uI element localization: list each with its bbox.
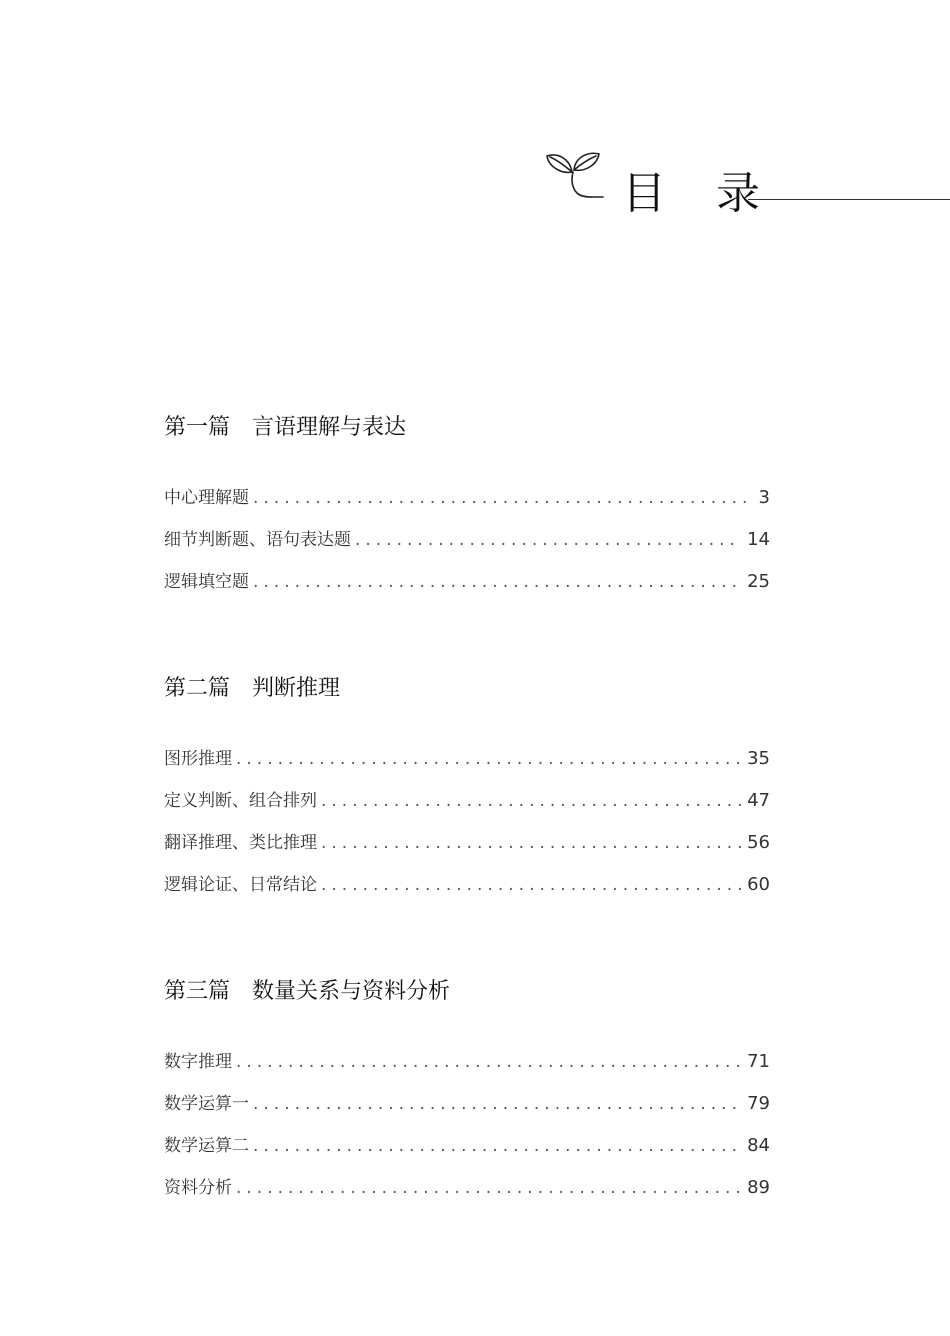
page-number: 35 bbox=[747, 748, 770, 769]
dot-leader bbox=[253, 484, 753, 512]
dot-leader bbox=[236, 1048, 741, 1076]
entry-title: 数字推理 bbox=[164, 1052, 232, 1072]
part-heading bbox=[164, 674, 770, 704]
dot-leader bbox=[236, 745, 741, 773]
toc-entry[interactable] bbox=[164, 787, 770, 829]
toc-entry[interactable] bbox=[164, 829, 770, 871]
part-heading bbox=[164, 977, 770, 1007]
page-number: 3 bbox=[758, 487, 770, 508]
page-title: 目 录 bbox=[622, 168, 778, 219]
page-number: 14 bbox=[747, 529, 770, 550]
toc-entry-list bbox=[164, 1048, 770, 1216]
dot-leader bbox=[236, 1174, 741, 1202]
toc-entry[interactable] bbox=[164, 1132, 770, 1174]
page-number: 47 bbox=[747, 790, 770, 811]
toc-entry[interactable] bbox=[164, 1048, 770, 1090]
part-number: 第一篇 bbox=[164, 415, 231, 440]
title-rule bbox=[748, 199, 950, 200]
dot-leader bbox=[321, 829, 741, 857]
part-name: 判断推理 bbox=[252, 676, 341, 701]
toc-entry-list bbox=[164, 484, 770, 610]
page-number: 71 bbox=[747, 1051, 770, 1072]
dot-leader bbox=[253, 568, 741, 596]
page-number: 79 bbox=[747, 1093, 770, 1114]
toc-entry[interactable] bbox=[164, 745, 770, 787]
toc-entry[interactable] bbox=[164, 484, 770, 526]
dot-leader bbox=[253, 1132, 741, 1160]
part-name: 言语理解与表达 bbox=[252, 415, 407, 440]
entry-title: 翻译推理、类比推理 bbox=[164, 833, 317, 853]
page-number: 89 bbox=[747, 1177, 770, 1198]
toc-entry[interactable] bbox=[164, 568, 770, 610]
toc-entry-list bbox=[164, 745, 770, 913]
entry-title: 数学运算二 bbox=[164, 1136, 249, 1156]
dot-leader bbox=[321, 787, 741, 815]
entry-title: 中心理解题 bbox=[164, 488, 249, 508]
dot-leader bbox=[253, 1090, 741, 1118]
page-number: 56 bbox=[747, 832, 770, 853]
page-number: 60 bbox=[747, 874, 770, 895]
toc-entry[interactable] bbox=[164, 1090, 770, 1132]
entry-title: 定义判断、组合排列 bbox=[164, 791, 317, 811]
toc-entry[interactable] bbox=[164, 871, 770, 913]
part-2 bbox=[164, 674, 770, 913]
entry-title: 逻辑填空题 bbox=[164, 572, 249, 592]
part-number: 第三篇 bbox=[164, 979, 231, 1004]
part-heading bbox=[164, 413, 770, 443]
toc-entry[interactable] bbox=[164, 526, 770, 568]
entry-title: 数学运算一 bbox=[164, 1094, 249, 1114]
part-number: 第二篇 bbox=[164, 676, 231, 701]
toc-entry[interactable] bbox=[164, 1174, 770, 1216]
part-1 bbox=[164, 413, 770, 610]
sprout-icon bbox=[545, 148, 607, 204]
entry-title: 图形推理 bbox=[164, 749, 232, 769]
page-number: 84 bbox=[747, 1135, 770, 1156]
dot-leader bbox=[355, 526, 741, 554]
part-name: 数量关系与资料分析 bbox=[252, 979, 451, 1004]
part-3 bbox=[164, 977, 770, 1216]
entry-title: 逻辑论证、日常结论 bbox=[164, 875, 317, 895]
entry-title: 资料分析 bbox=[164, 1178, 232, 1198]
dot-leader bbox=[321, 871, 741, 899]
entry-title: 细节判断题、语句表达题 bbox=[164, 530, 351, 550]
page-number: 25 bbox=[747, 571, 770, 592]
